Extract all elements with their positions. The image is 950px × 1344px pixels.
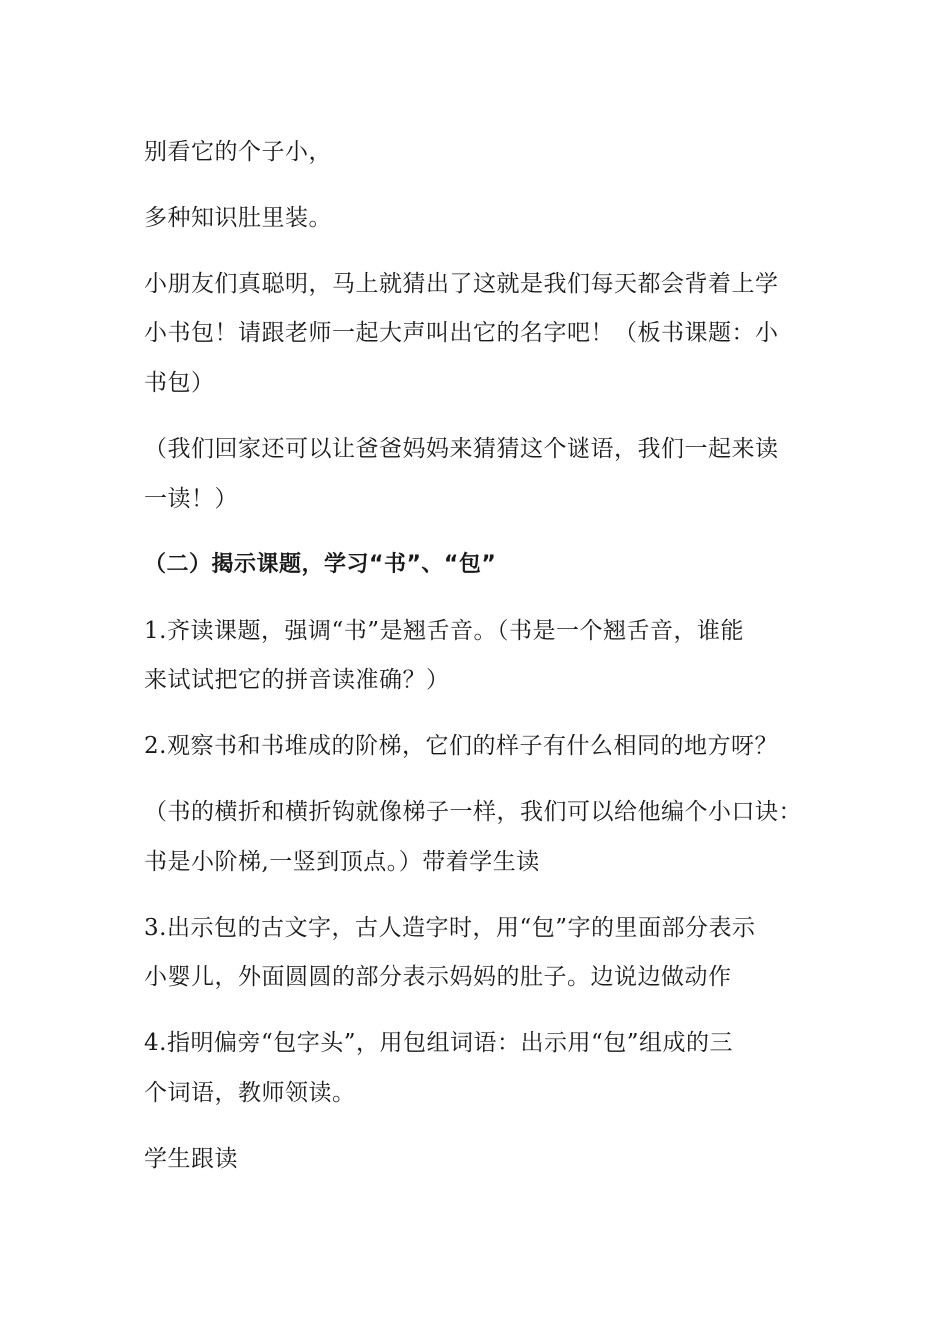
paragraph-line: 书是小阶梯,一竖到顶点。）带着学生读 — [144, 849, 540, 875]
list-item-line: 2.观察书和书堆成的阶梯，它们的样子有什么相同的地方呀？ — [144, 733, 778, 759]
paragraph-line: 一读！） — [144, 486, 238, 512]
riddle-line-2: 多种知识肚里装。 — [144, 205, 332, 231]
list-item-line: 4.指明偏旁“包字头”，用包组词语：出示用“包”组成的三 — [144, 1030, 733, 1056]
list-item-line: 1.齐读课题，强调“书”是翘舌音。（书是一个翘舌音，谁能 — [144, 618, 744, 644]
paragraph-line: （书的横折和横折钩就像梯子一样，我们可以给他编个小口诀： — [144, 799, 802, 825]
paragraph-line: 小书包！请跟老师一起大声叫出它的名字吧！（板书课题：小 — [144, 320, 779, 346]
paragraph-line: 学生跟读 — [144, 1146, 238, 1172]
list-item-line: 来试试把它的拼音读准确？） — [144, 667, 450, 693]
paragraph-line: 书包） — [144, 370, 215, 396]
paragraph-line: 小朋友们真聪明，马上就猜出了这就是我们每天都会背着上学 — [144, 271, 779, 297]
paragraph-line: （我们回家还可以让爸爸妈妈来猜猜这个谜语，我们一起来读 — [144, 436, 779, 462]
list-item-line: 3.出示包的古文字，古人造字时，用“包”字的里面部分表示 — [144, 915, 756, 941]
section-heading: （二）揭示课题，学习“书”、“包” — [144, 552, 497, 577]
list-item-line: 个词语，教师领读。 — [144, 1080, 356, 1106]
list-item-line: 小婴儿，外面圆圆的部分表示妈妈的肚子。边说边做动作 — [144, 964, 732, 990]
riddle-line-1: 别看它的个子小， — [144, 139, 332, 165]
